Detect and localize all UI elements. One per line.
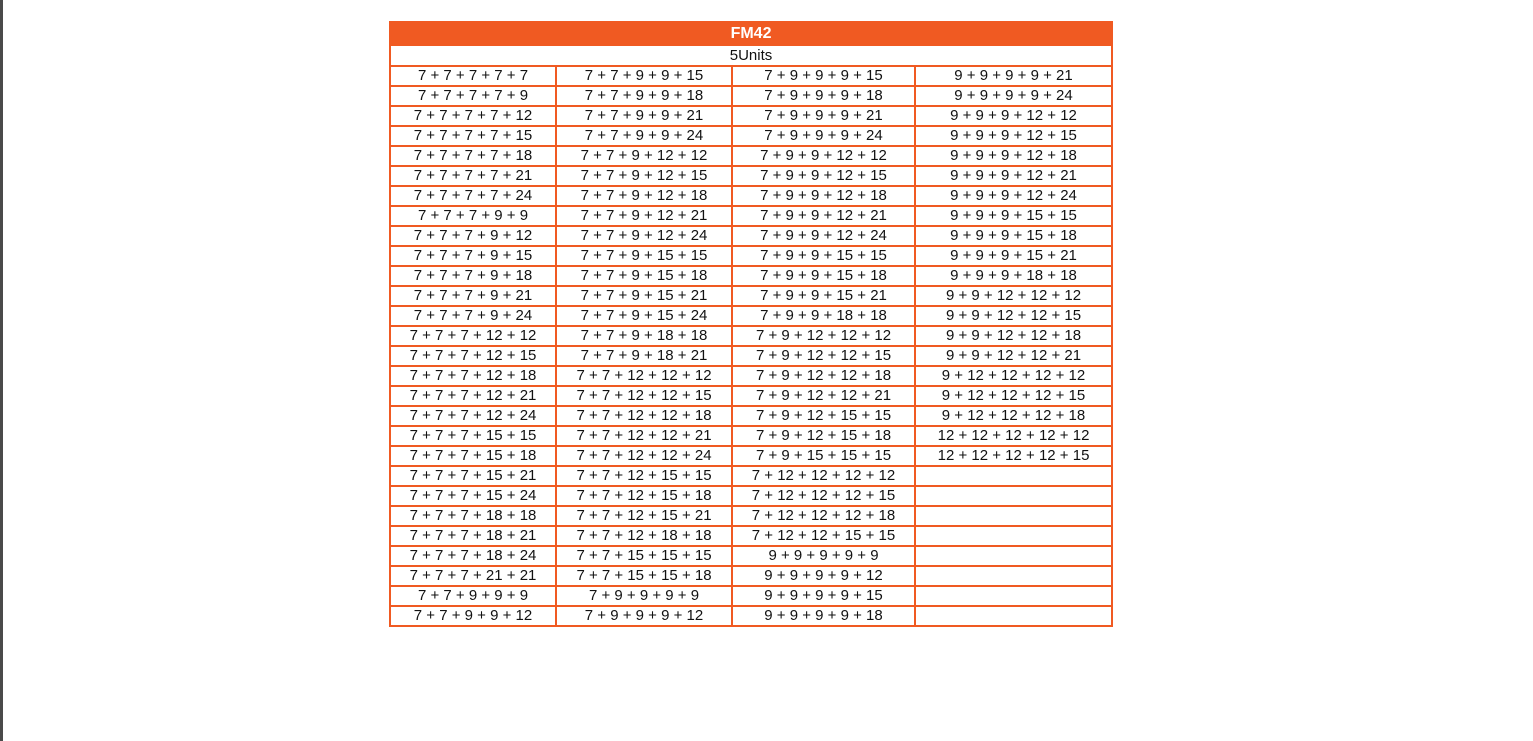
table-cell: 7 + 7 + 12 + 15 + 21 bbox=[556, 506, 732, 526]
table-cell: 7 + 9 + 9 + 9 + 9 bbox=[556, 586, 732, 606]
table-cell: 7 + 7 + 7 + 7 + 18 bbox=[390, 146, 556, 166]
table-cell: 7 + 7 + 7 + 18 + 18 bbox=[390, 506, 556, 526]
table-row bbox=[390, 246, 1112, 266]
table-row bbox=[390, 166, 1112, 186]
table-cell: 7 + 7 + 7 + 12 + 21 bbox=[390, 386, 556, 406]
table-cell: 9 + 9 + 12 + 12 + 18 bbox=[915, 326, 1112, 346]
table-row bbox=[390, 386, 1112, 406]
table-cell: 7 + 9 + 9 + 12 + 21 bbox=[732, 206, 915, 226]
table-row bbox=[390, 226, 1112, 246]
table-cell: 7 + 7 + 7 + 7 + 9 bbox=[390, 86, 556, 106]
table-cell bbox=[915, 566, 1112, 586]
table-cell: 7 + 7 + 7 + 7 + 12 bbox=[390, 106, 556, 126]
table-row bbox=[390, 206, 1112, 226]
table-cell: 7 + 7 + 7 + 7 + 21 bbox=[390, 166, 556, 186]
table-cell: 7 + 9 + 9 + 12 + 18 bbox=[732, 186, 915, 206]
sheet-title: FM42 bbox=[390, 22, 1112, 45]
table-cell: 7 + 9 + 9 + 9 + 24 bbox=[732, 126, 915, 146]
table-cell: 7 + 7 + 9 + 9 + 24 bbox=[556, 126, 732, 146]
table-cell: 7 + 7 + 15 + 15 + 18 bbox=[556, 566, 732, 586]
table-cell: 7 + 7 + 9 + 9 + 15 bbox=[556, 66, 732, 86]
table-cell bbox=[915, 526, 1112, 546]
table-row bbox=[390, 126, 1112, 146]
table-cell: 7 + 7 + 7 + 12 + 18 bbox=[390, 366, 556, 386]
table-cell: 7 + 7 + 9 + 15 + 21 bbox=[556, 286, 732, 306]
table-cell: 9 + 9 + 12 + 12 + 15 bbox=[915, 306, 1112, 326]
table-cell: 9 + 9 + 9 + 18 + 18 bbox=[915, 266, 1112, 286]
table-row bbox=[390, 486, 1112, 506]
table-cell: 7 + 7 + 9 + 18 + 21 bbox=[556, 346, 732, 366]
table-cell: 12 + 12 + 12 + 12 + 15 bbox=[915, 446, 1112, 466]
window-left-edge bbox=[0, 0, 3, 741]
table-row bbox=[390, 306, 1112, 326]
table-cell: 7 + 7 + 7 + 9 + 18 bbox=[390, 266, 556, 286]
table-row bbox=[390, 366, 1112, 386]
table-row bbox=[390, 86, 1112, 106]
table-cell: 9 + 9 + 9 + 9 + 21 bbox=[915, 66, 1112, 86]
table-cell: 7 + 9 + 9 + 12 + 12 bbox=[732, 146, 915, 166]
table-cell: 7 + 7 + 7 + 7 + 7 bbox=[390, 66, 556, 86]
table-cell: 9 + 9 + 9 + 9 + 9 bbox=[732, 546, 915, 566]
table-row bbox=[390, 586, 1112, 606]
table-cell: 7 + 7 + 7 + 15 + 18 bbox=[390, 446, 556, 466]
table-row bbox=[390, 266, 1112, 286]
table-row bbox=[390, 546, 1112, 566]
table-cell: 7 + 9 + 12 + 15 + 15 bbox=[732, 406, 915, 426]
table-cell: 7 + 7 + 9 + 12 + 18 bbox=[556, 186, 732, 206]
table-cell: 7 + 7 + 12 + 15 + 15 bbox=[556, 466, 732, 486]
table-cell: 7 + 7 + 9 + 12 + 12 bbox=[556, 146, 732, 166]
table-cell: 7 + 7 + 9 + 15 + 24 bbox=[556, 306, 732, 326]
table-row bbox=[390, 466, 1112, 486]
table-cell: 7 + 7 + 12 + 12 + 12 bbox=[556, 366, 732, 386]
table-cell: 7 + 7 + 12 + 18 + 18 bbox=[556, 526, 732, 546]
table-cell: 9 + 9 + 9 + 12 + 24 bbox=[915, 186, 1112, 206]
table-cell: 7 + 7 + 7 + 12 + 12 bbox=[390, 326, 556, 346]
table-cell: 7 + 7 + 9 + 12 + 21 bbox=[556, 206, 732, 226]
table-cell: 9 + 9 + 9 + 12 + 18 bbox=[915, 146, 1112, 166]
table-cell: 9 + 9 + 9 + 12 + 15 bbox=[915, 126, 1112, 146]
table-cell: 7 + 9 + 12 + 15 + 18 bbox=[732, 426, 915, 446]
table-cell: 7 + 7 + 7 + 9 + 24 bbox=[390, 306, 556, 326]
table-cell: 7 + 7 + 9 + 9 + 12 bbox=[390, 606, 556, 626]
table-row bbox=[390, 506, 1112, 526]
table-cell: 7 + 9 + 12 + 12 + 18 bbox=[732, 366, 915, 386]
table-cell: 7 + 9 + 12 + 12 + 21 bbox=[732, 386, 915, 406]
table-cell: 7 + 7 + 9 + 12 + 24 bbox=[556, 226, 732, 246]
table-cell: 7 + 12 + 12 + 15 + 15 bbox=[732, 526, 915, 546]
table-cell: 7 + 9 + 9 + 9 + 15 bbox=[732, 66, 915, 86]
table-cell: 9 + 9 + 9 + 9 + 12 bbox=[732, 566, 915, 586]
table-cell: 9 + 9 + 9 + 15 + 18 bbox=[915, 226, 1112, 246]
table-cell: 7 + 9 + 9 + 15 + 15 bbox=[732, 246, 915, 266]
table-row bbox=[390, 326, 1112, 346]
table-cell: 7 + 7 + 15 + 15 + 15 bbox=[556, 546, 732, 566]
table-row bbox=[390, 286, 1112, 306]
table-row bbox=[390, 186, 1112, 206]
table-cell: 9 + 9 + 9 + 9 + 15 bbox=[732, 586, 915, 606]
table-row bbox=[390, 406, 1112, 426]
table-cell: 9 + 12 + 12 + 12 + 12 bbox=[915, 366, 1112, 386]
table-cell: 7 + 7 + 9 + 9 + 9 bbox=[390, 586, 556, 606]
table-cell bbox=[915, 586, 1112, 606]
table-cell: 9 + 9 + 9 + 9 + 24 bbox=[915, 86, 1112, 106]
table-cell: 7 + 7 + 7 + 15 + 24 bbox=[390, 486, 556, 506]
table-row bbox=[390, 526, 1112, 546]
table-row bbox=[390, 606, 1112, 626]
table-cell: 7 + 12 + 12 + 12 + 12 bbox=[732, 466, 915, 486]
table-cell: 9 + 12 + 12 + 12 + 18 bbox=[915, 406, 1112, 426]
table-cell: 7 + 12 + 12 + 12 + 18 bbox=[732, 506, 915, 526]
table-cell: 7 + 7 + 12 + 15 + 18 bbox=[556, 486, 732, 506]
table-cell: 7 + 7 + 12 + 12 + 18 bbox=[556, 406, 732, 426]
table-cell: 7 + 7 + 9 + 15 + 15 bbox=[556, 246, 732, 266]
table-cell: 7 + 7 + 7 + 18 + 21 bbox=[390, 526, 556, 546]
table-cell: 7 + 7 + 9 + 9 + 21 bbox=[556, 106, 732, 126]
table-cell: 7 + 7 + 12 + 12 + 15 bbox=[556, 386, 732, 406]
table-cell: 7 + 7 + 7 + 12 + 15 bbox=[390, 346, 556, 366]
table-cell bbox=[915, 506, 1112, 526]
table-body bbox=[390, 66, 1112, 626]
table-cell: 7 + 9 + 9 + 9 + 12 bbox=[556, 606, 732, 626]
table-cell: 7 + 9 + 9 + 12 + 24 bbox=[732, 226, 915, 246]
table-cell: 7 + 7 + 7 + 9 + 9 bbox=[390, 206, 556, 226]
table-cell: 7 + 7 + 7 + 7 + 15 bbox=[390, 126, 556, 146]
table-cell: 9 + 9 + 9 + 12 + 12 bbox=[915, 106, 1112, 126]
table-cell: 7 + 9 + 9 + 15 + 18 bbox=[732, 266, 915, 286]
table-cell: 12 + 12 + 12 + 12 + 12 bbox=[915, 426, 1112, 446]
table-cell: 7 + 7 + 9 + 15 + 18 bbox=[556, 266, 732, 286]
table-cell: 7 + 9 + 9 + 15 + 21 bbox=[732, 286, 915, 306]
table-cell: 7 + 7 + 7 + 7 + 24 bbox=[390, 186, 556, 206]
table-cell: 7 + 7 + 12 + 12 + 21 bbox=[556, 426, 732, 446]
table-cell: 7 + 9 + 12 + 12 + 15 bbox=[732, 346, 915, 366]
table-cell: 9 + 9 + 9 + 12 + 21 bbox=[915, 166, 1112, 186]
table-cell: 7 + 7 + 7 + 9 + 12 bbox=[390, 226, 556, 246]
table-cell: 7 + 9 + 9 + 12 + 15 bbox=[732, 166, 915, 186]
table-cell: 9 + 9 + 12 + 12 + 21 bbox=[915, 346, 1112, 366]
table-row bbox=[390, 66, 1112, 86]
table-cell: 7 + 7 + 7 + 9 + 15 bbox=[390, 246, 556, 266]
table-row bbox=[390, 106, 1112, 126]
table-cell: 7 + 7 + 7 + 15 + 21 bbox=[390, 466, 556, 486]
table-cell: 7 + 7 + 7 + 18 + 24 bbox=[390, 546, 556, 566]
table-cell: 7 + 9 + 9 + 9 + 21 bbox=[732, 106, 915, 126]
table-row bbox=[390, 566, 1112, 586]
table-cell: 7 + 7 + 12 + 12 + 24 bbox=[556, 446, 732, 466]
table-cell: 9 + 9 + 12 + 12 + 12 bbox=[915, 286, 1112, 306]
table-cell: 7 + 9 + 9 + 18 + 18 bbox=[732, 306, 915, 326]
table-row bbox=[390, 446, 1112, 466]
table-cell: 7 + 9 + 12 + 12 + 12 bbox=[732, 326, 915, 346]
table-cell: 7 + 9 + 15 + 15 + 15 bbox=[732, 446, 915, 466]
table-cell: 9 + 12 + 12 + 12 + 15 bbox=[915, 386, 1112, 406]
table-cell bbox=[915, 466, 1112, 486]
table-cell: 7 + 7 + 7 + 15 + 15 bbox=[390, 426, 556, 446]
table-row bbox=[390, 146, 1112, 166]
combination-sheet bbox=[389, 21, 1111, 627]
table-cell: 9 + 9 + 9 + 9 + 18 bbox=[732, 606, 915, 626]
table-cell: 7 + 7 + 7 + 12 + 24 bbox=[390, 406, 556, 426]
table-cell bbox=[915, 546, 1112, 566]
sheet-subtitle: 5Units bbox=[390, 45, 1112, 66]
table-cell: 7 + 12 + 12 + 12 + 15 bbox=[732, 486, 915, 506]
table-cell: 7 + 7 + 9 + 9 + 18 bbox=[556, 86, 732, 106]
table-cell: 7 + 7 + 9 + 18 + 18 bbox=[556, 326, 732, 346]
table-cell: 7 + 9 + 9 + 9 + 18 bbox=[732, 86, 915, 106]
table-cell: 7 + 7 + 7 + 9 + 21 bbox=[390, 286, 556, 306]
table-cell: 9 + 9 + 9 + 15 + 21 bbox=[915, 246, 1112, 266]
table-row bbox=[390, 426, 1112, 446]
table-row bbox=[390, 346, 1112, 366]
table-cell bbox=[915, 486, 1112, 506]
table-cell: 7 + 7 + 9 + 12 + 15 bbox=[556, 166, 732, 186]
table-cell: 9 + 9 + 9 + 15 + 15 bbox=[915, 206, 1112, 226]
combination-table bbox=[389, 21, 1113, 627]
table-cell: 7 + 7 + 7 + 21 + 21 bbox=[390, 566, 556, 586]
table-cell bbox=[915, 606, 1112, 626]
